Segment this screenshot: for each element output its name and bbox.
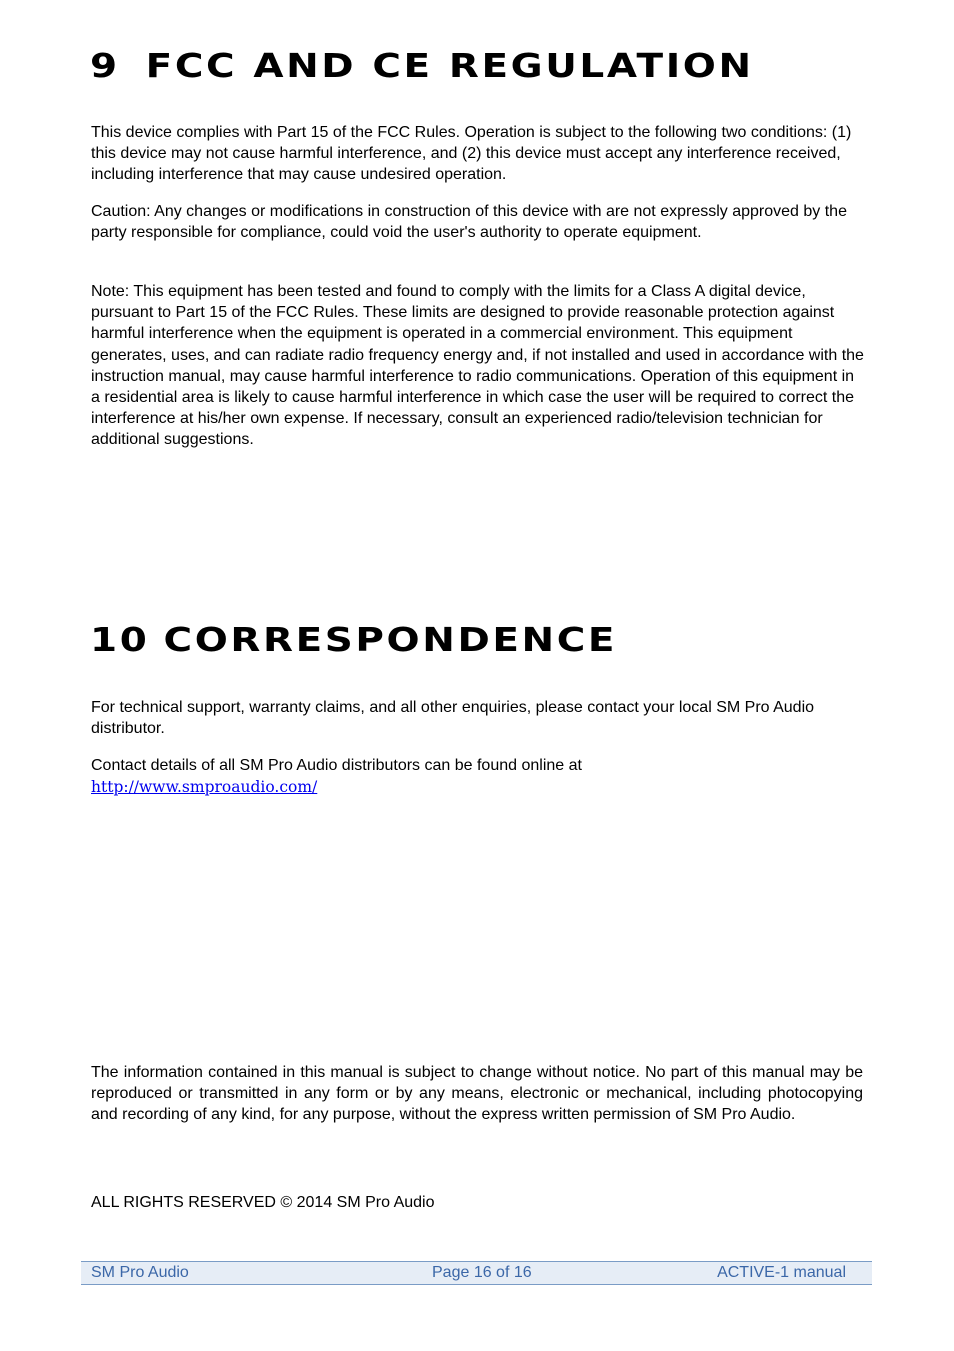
section-10-heading	[90, 620, 617, 660]
page-footer	[81, 1261, 872, 1285]
distributors-paragraph: Contact details of all SM Pro Audio distributors can be found online at	[91, 757, 582, 774]
section-10-title: CORRESPONDENCE	[163, 620, 618, 659]
section-10-number: 10	[90, 620, 150, 659]
footer-company: SM Pro Audio	[91, 1264, 189, 1281]
disclaimer-paragraph: The information contained in this manual is subject to change without notice. No part of this manual may be reproduced or transmitted in any form or by any means, electronic or mechanical, including photocopying and recording of any kind, for any purpose, without the express written permission of SM Pro Audio.	[91, 1064, 863, 1124]
caution-paragraph: Caution: Any changes or modifications in construction of this device with are not expressly approved by the party responsible for compliance, could void the user's authority to operate equipment.	[91, 203, 847, 242]
section-9-title: FCC AND CE REGULATION	[145, 46, 754, 85]
footer-manual-name: ACTIVE-1 manual	[717, 1264, 846, 1281]
fcc-compliance-paragraph: This device complies with Part 15 of the FCC Rules. Operation is subject to the following two conditions: (1) this device may not cause harmful interference, and (2) this device must accept any interference received, including interference that may cause undesired operation.	[91, 124, 852, 184]
note-paragraph: Note: This equipment has been tested and found to comply with the limits for a Class A digital device, pursuant to Part 15 of the FCC Rules. These limits are designed to provide reasonable protection against harmful interference when the equipment is operated in a commercial environment. This equipment generates, uses, and can radiate radio frequency energy and, if not installed and used in accordance with the instruction manual, may cause harmful interference to radio communications. Operation of this equipment in a residential area is likely to cause harmful interference in which case the user will be required to correct the interference at his/her own expense. If necessary, consult an experienced radio/television technician for additional suggestions.	[91, 283, 864, 449]
footer-page-number: Page 16 of 16	[432, 1264, 532, 1281]
section-9-number: 9	[90, 46, 120, 85]
section-9-heading	[90, 46, 754, 86]
support-paragraph: For technical support, warranty claims, and all other enquiries, please contact your local SM Pro Audio distributor.	[91, 699, 815, 738]
copyright-notice: ALL RIGHTS RESERVED © 2014 SM Pro Audio	[91, 1194, 435, 1211]
smproaudio-website-link[interactable]: http://www.smproaudio.com/	[91, 778, 318, 796]
